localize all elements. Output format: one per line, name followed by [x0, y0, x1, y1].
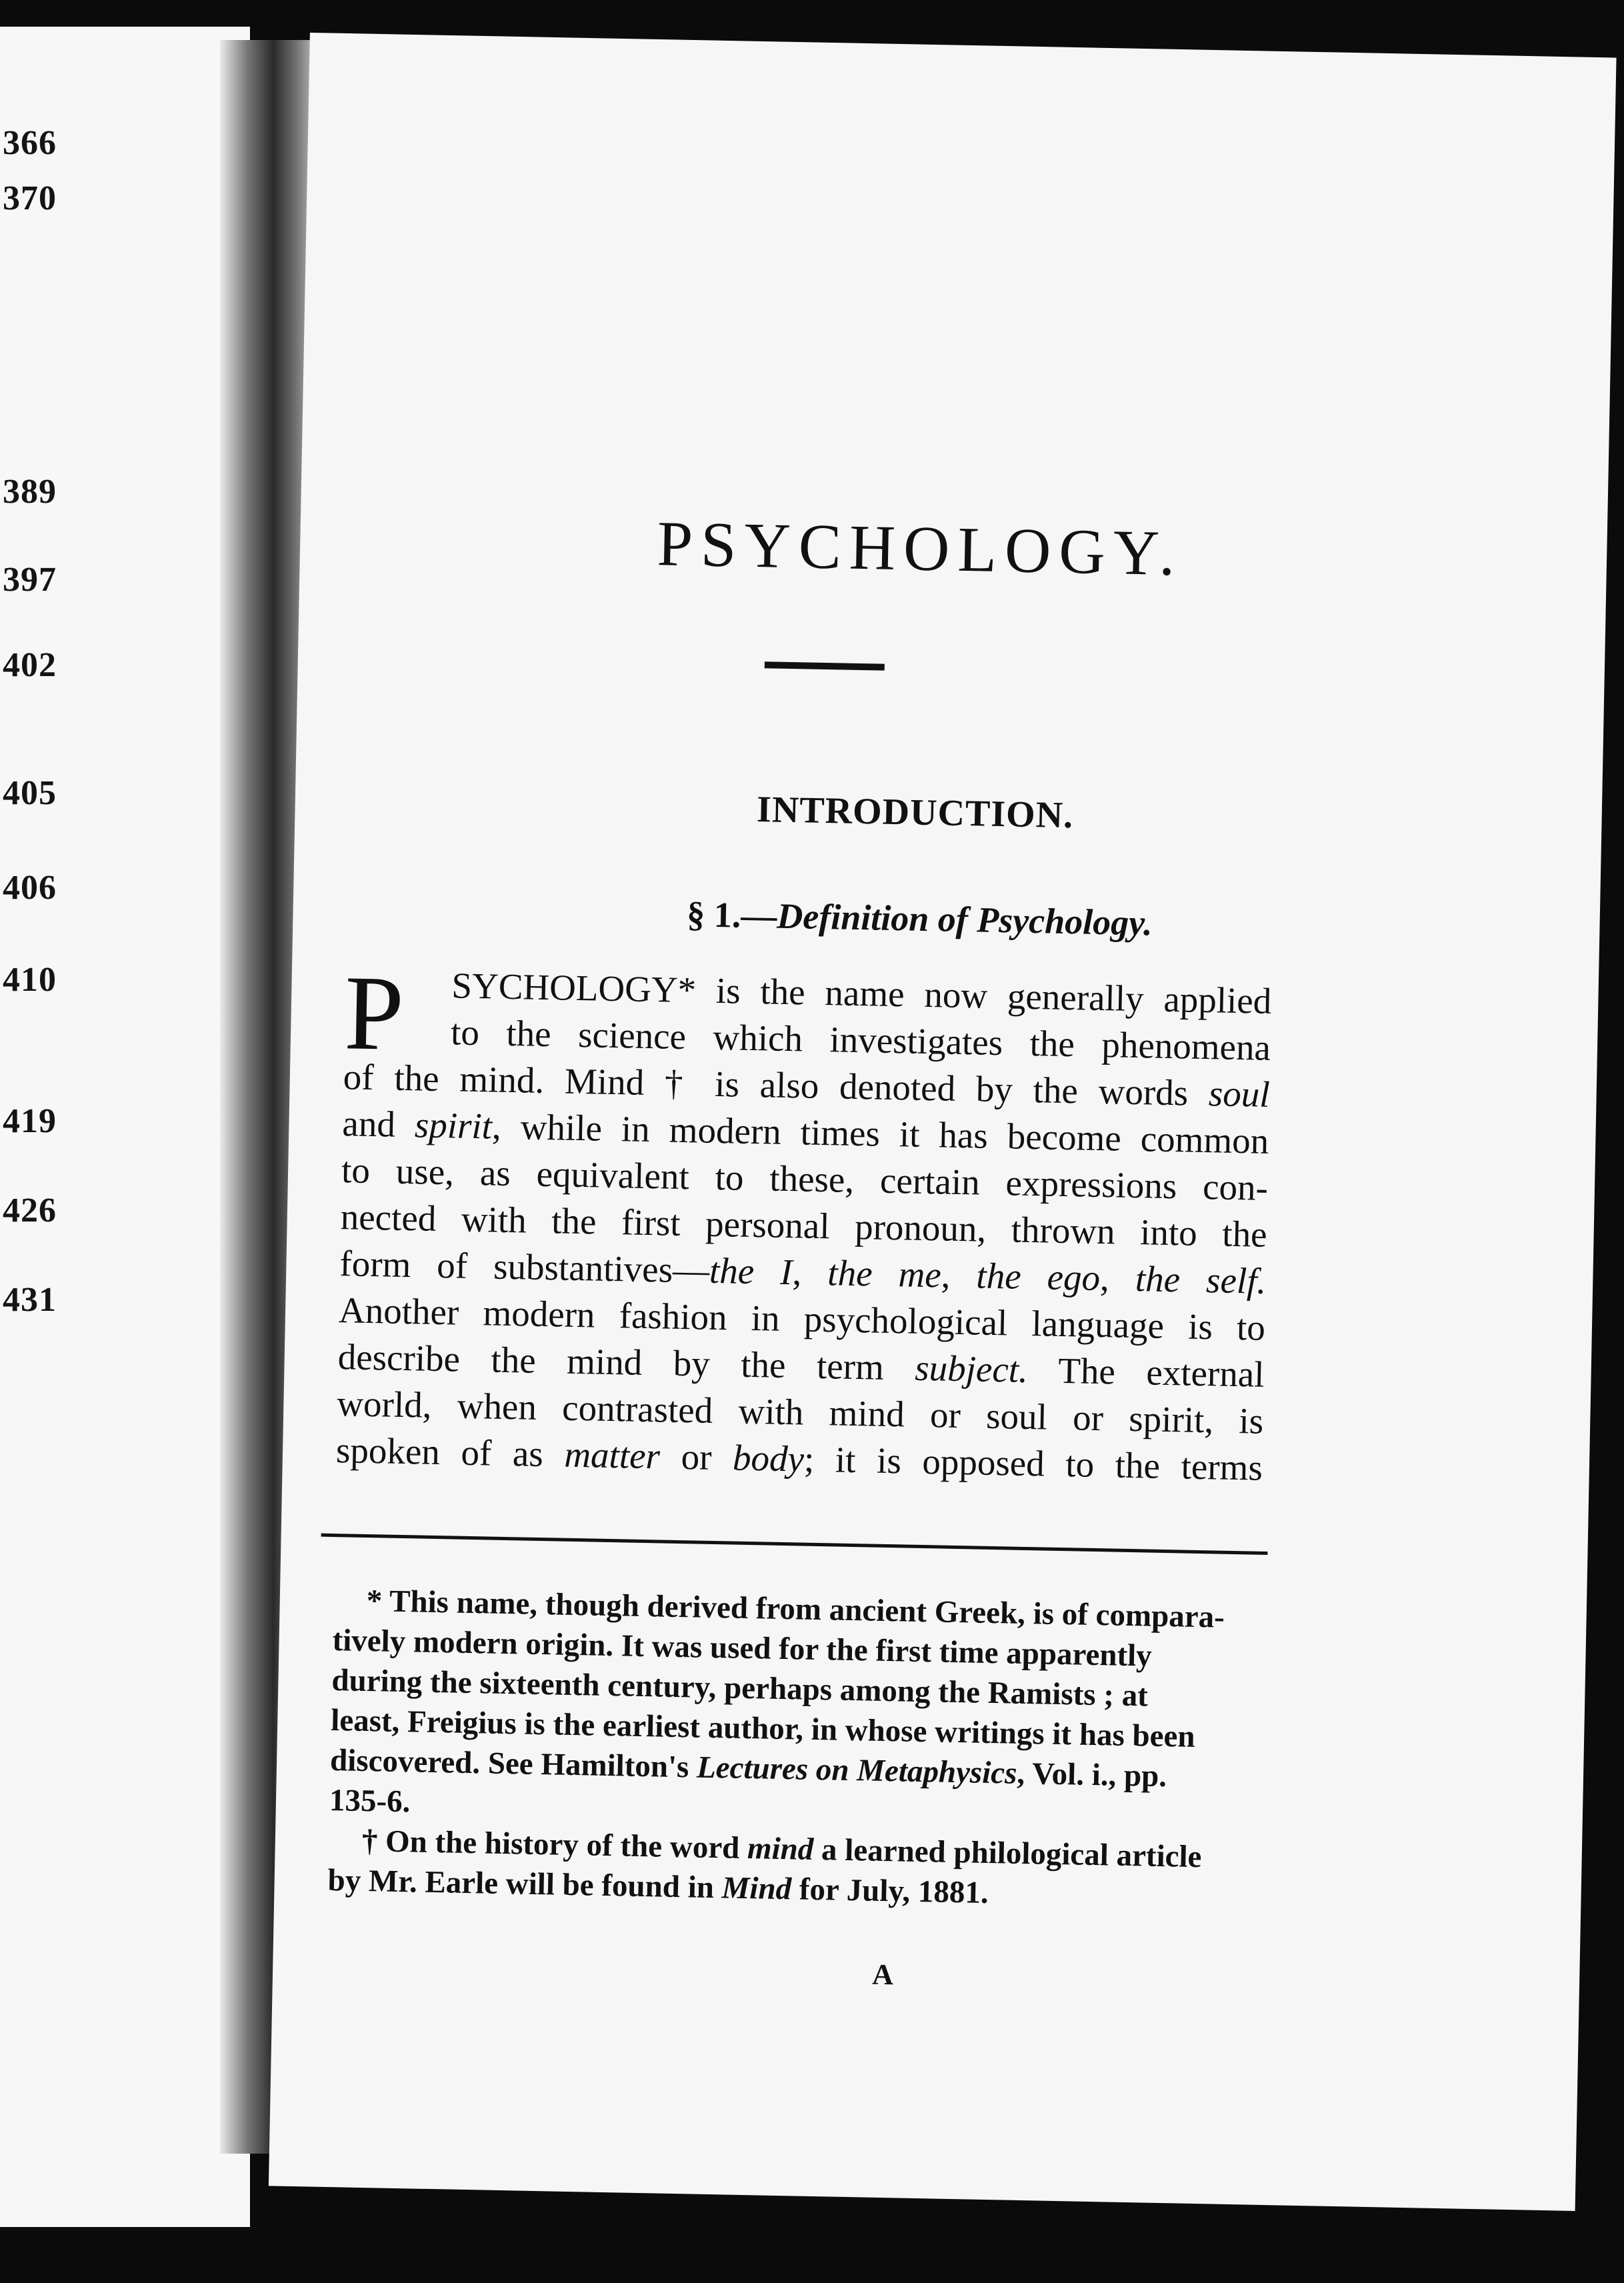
body-line: to the science which investigates the phenomena	[450, 1011, 1271, 1068]
page-number: 370	[3, 179, 57, 217]
footnote-line: discovered. See Hamilton's Lectures on Metaphysics, Vol. i., pp.	[329, 1743, 1167, 1794]
page-number: 402	[3, 646, 57, 684]
footnote-line: least, Freigius is the earliest author, in whose writings it has been	[330, 1703, 1196, 1754]
body-paragraph	[335, 953, 1272, 1492]
italic-text: Lectures on Metaphysics	[696, 1750, 1017, 1791]
section-heading	[293, 886, 1547, 951]
footnote-rule	[321, 1534, 1268, 1555]
footnote-line: tively modern origin. It was used for the first time apparently	[332, 1623, 1153, 1674]
body-line: and spirit, while in modern times it has become common	[341, 1103, 1269, 1162]
body-line: describe the mind by the term subject. The external	[337, 1336, 1265, 1395]
footnote-line: during the sixteenth century, perhaps among the Ramists ; at	[331, 1663, 1149, 1714]
page-number: 419	[3, 1102, 57, 1140]
title-rule	[765, 661, 885, 670]
body-line: to use, as equivalent to these, certain expressions con-	[341, 1150, 1269, 1208]
signature-mark: A	[871, 1958, 894, 1992]
page-number: 366	[3, 124, 57, 162]
section-number: § 1.—	[686, 894, 777, 936]
body-line: form of substantives—the I, the me, the ego, the self.	[339, 1243, 1267, 1302]
contents-page-numbers	[0, 27, 80, 2227]
footnote-line: * This name, though derived from ancient Greek, is of compara-	[366, 1584, 1225, 1635]
italic-text: the self.	[1135, 1258, 1267, 1302]
page-title: PSYCHOLOGY.	[656, 507, 1184, 589]
footnote-line: 135-6.	[329, 1783, 411, 1820]
body-line: world, when contrasted with mind or soul or spirit, is	[336, 1383, 1264, 1442]
right-page	[269, 33, 1617, 2211]
italic-text: soul	[1208, 1073, 1271, 1115]
page-number: 406	[3, 869, 57, 907]
left-page	[0, 27, 250, 2227]
page-number: 410	[3, 961, 57, 999]
body-line: nected with the first personal pronoun, thrown into the	[340, 1196, 1268, 1255]
italic-text: subject.	[914, 1347, 1029, 1390]
body-line: spoken of as matter or body; it is opposed to the terms	[335, 1430, 1263, 1488]
italic-text: mind	[747, 1831, 814, 1867]
page-number: 426	[3, 1192, 57, 1230]
drop-cap: P	[343, 953, 405, 1073]
italic-text: Mind	[721, 1870, 792, 1907]
chapter-heading: INTRODUCTION.	[756, 789, 1074, 837]
italic-text: spirit	[414, 1104, 493, 1147]
page-number: 389	[3, 473, 57, 511]
italic-text: body	[732, 1437, 805, 1480]
footnotes	[327, 1580, 1260, 1918]
footnote-line: by Mr. Earle will be found in Mind for July, 1881.	[327, 1862, 989, 1910]
page-number: 397	[3, 561, 57, 599]
body-line: SYCHOLOGY* is the name now generally applied	[451, 965, 1272, 1021]
section-title: Definition of Psychology.	[776, 895, 1153, 943]
italic-text: the I	[709, 1250, 793, 1293]
italic-text: the me	[827, 1252, 942, 1296]
page-number: 405	[3, 774, 57, 812]
italic-text: the ego	[975, 1255, 1101, 1299]
italic-text: matter	[563, 1434, 661, 1477]
body-line: Another modern fashion in psychological language is to	[338, 1290, 1266, 1348]
footnote-line: † On the history of the word mind a learned philological article	[361, 1823, 1202, 1875]
page-number: 431	[3, 1281, 57, 1319]
body-line: of the mind. Mind † is also denoted by the words soul	[343, 1056, 1271, 1115]
